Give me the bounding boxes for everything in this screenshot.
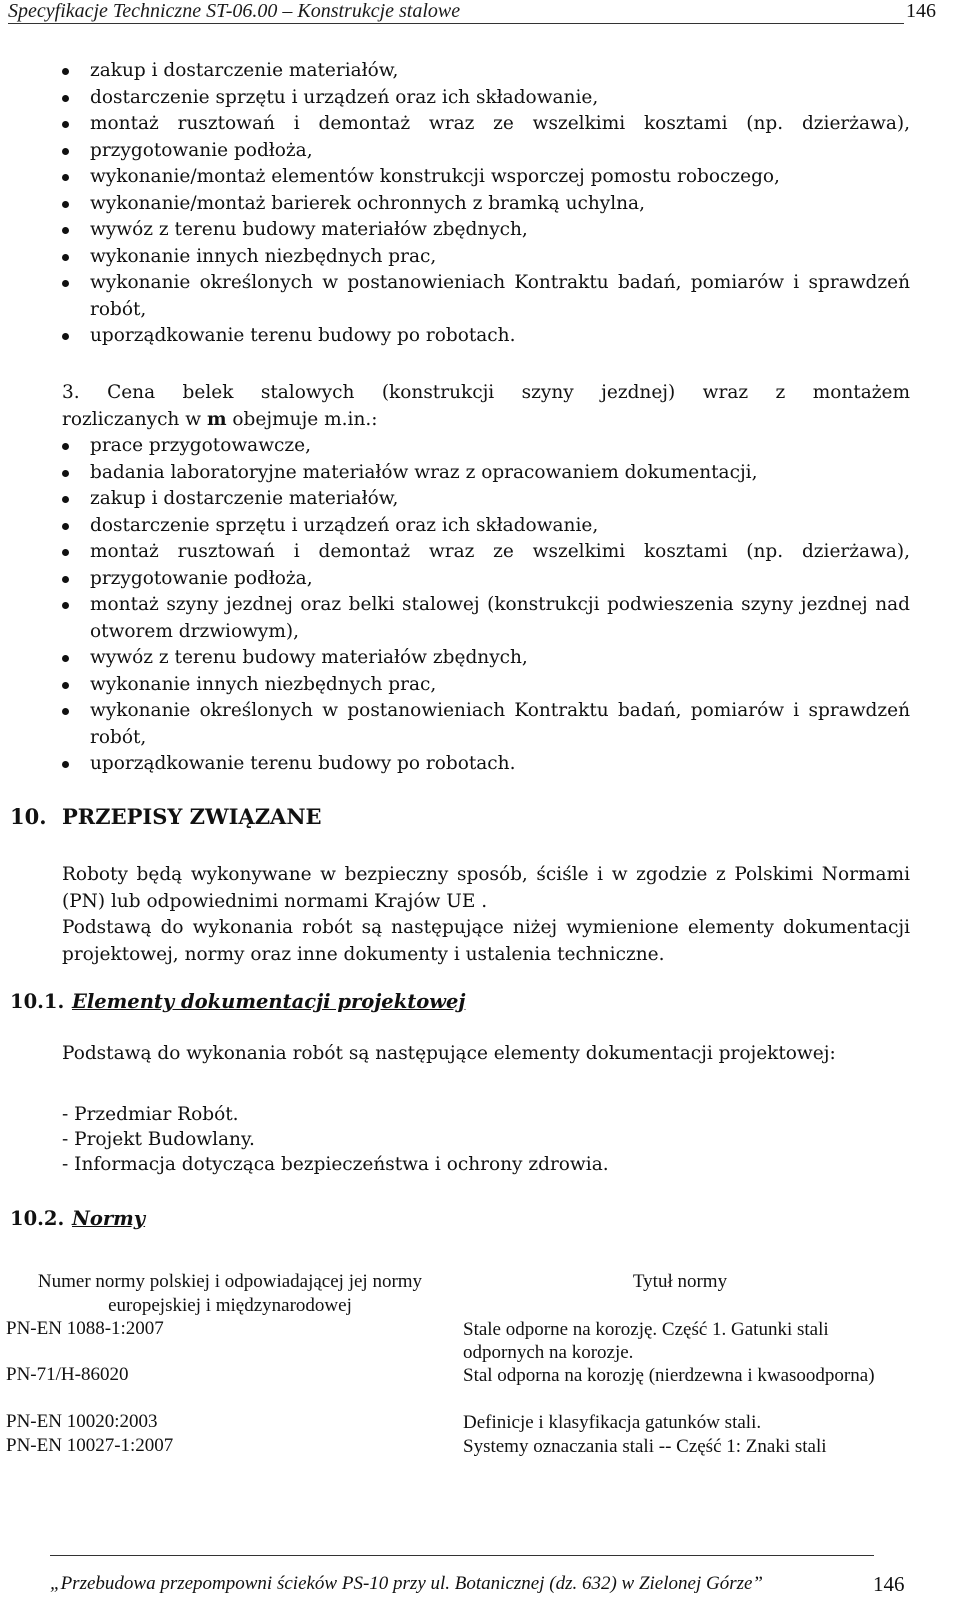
header-page-number: 146 [906,0,936,22]
list-item: montaż rusztowań i demontaż wraz ze wszelkimi kosztami (np. dzierżawa), [60,111,910,138]
section-10-1-heading: 10.1. Elementy dokumentacji projektowej [10,990,466,1013]
list-item: montaż rusztowań i demontaż wraz ze wszelkimi kosztami (np. dzierżawa), [60,539,910,566]
norm-code: PN-71/H-86020 [6,1364,129,1385]
bullet-icon [62,174,69,181]
list-item: - Projekt Budowlany. [62,1129,255,1150]
bullet-icon [62,95,69,102]
norm-title: Stal odporna na korozję (nierdzewna i kwasoodporna) [463,1365,875,1386]
bullet-icon [62,333,69,340]
list-item: wykonanie/montaż barierek ochronnych z bramką uchylna, [60,191,910,218]
list-item: uporządkowanie terenu budowy po robotach. [60,323,910,350]
header-divider [8,23,904,24]
bullet-icon [62,576,69,583]
list-item: wykonanie określonych w postanowieniach Kontraktu badań, pomiarów i sprawdzeń robót, [60,270,910,323]
bullet-icon [62,201,69,208]
bullet-icon [62,682,69,689]
norm-code: PN-EN 10020:2003 [6,1411,158,1432]
bullet-icon [62,761,69,768]
bullet-icon [62,708,69,715]
section-10-2-heading: 10.2. Normy [10,1207,146,1230]
norm-title-column-header: Tytuł normy [632,1271,728,1292]
section-10-paragraph-1: Roboty będą wykonywane w bezpieczny sposób, ściśle i w zgodzie z Polskimi Normami (PN) lub odpowiednimi normami Krajów UE . [62,864,910,912]
bullet-icon [62,655,69,662]
list-item: dostarczenie sprzętu i urządzeń oraz ich składowanie, [60,513,910,540]
list-item: - Przedmiar Robót. [62,1104,239,1125]
norm-code: PN-EN 1088-1:2007 [6,1318,164,1339]
bullet-icon [62,496,69,503]
document-header-title: Specyfikacje Techniczne ST-06.00 – Konstrukcje stalowe [8,0,461,22]
norm-title: Stale odporne na korozję. Część 1. Gatunki stali odpornych na korozje. [463,1319,829,1363]
bullet-icon [62,121,69,128]
list-item: wywóz z terenu budowy materiałów zbędnych, [60,645,910,672]
unit-label: m [206,408,227,430]
list-item: wywóz z terenu budowy materiałów zbędnych, [60,217,910,244]
footer-divider [50,1555,874,1556]
bullet-icon [62,549,69,556]
bullet-icon [62,227,69,234]
bullet-icon [62,148,69,155]
list-item: wykonanie innych niezbędnych prac, [60,244,910,271]
bullet-icon [62,280,69,287]
cost-items-list [60,58,910,350]
footer-page-number: 146 [873,1572,905,1596]
bullet-icon [62,602,69,609]
section-10-1-paragraph: Podstawą do wykonania robót są następujące elementy dokumentacji projektowej: [62,1043,836,1064]
bullet-icon [62,470,69,477]
list-item: wykonanie określonych w postanowieniach Kontraktu badań, pomiarów i sprawdzeń robót, [60,698,910,751]
list-item: zakup i dostarczenie materiałów, [60,58,910,85]
list-item: wykonanie/montaż elementów konstrukcji wsporczej pomostu roboczego, [60,164,910,191]
norm-title: Definicje i klasyfikacja gatunków stali. [463,1412,762,1433]
section-10-paragraph-2: Podstawą do wykonania robót są następujące niżej wymienione elementy dokumentacji projektowej, normy oraz inne dokumenty i ustalenia techniczne. [62,917,910,965]
norm-code: PN-EN 10027-1:2007 [6,1435,174,1456]
footer-project-title: „Przebudowa przepompowni ścieków PS-10 przy ul. Botanicznej (dz. 632) w Zielonej Górze” [50,1573,763,1594]
section-3-paragraph: 3. Cena belek stalowych (konstrukcji szyny jezdnej) wraz z montażem rozliczanych w m obejmuje m.in.: [62,382,910,430]
list-item: montaż szyny jezdnej oraz belki stalowej (konstrukcji podwieszenia szyny jezdnej nad otworem drzwiowym), [60,592,910,645]
list-item: przygotowanie podłoża, [60,566,910,593]
beam-cost-items-list [60,433,910,778]
bullet-icon [62,443,69,450]
norm-title: Systemy oznaczania stali -- Część 1: Znaki stali [463,1436,827,1457]
bullet-icon [62,68,69,75]
list-item: dostarczenie sprzętu i urządzeń oraz ich składowanie, [60,85,910,112]
list-item: uporządkowanie terenu budowy po robotach. [60,751,910,778]
bullet-icon [62,254,69,261]
norm-number-column-header: Numer normy polskiej i odpowiadającej jej normy europejskiej i międzynarodowej [37,1271,423,1316]
list-item: wykonanie innych niezbędnych prac, [60,672,910,699]
list-item: - Informacja dotycząca bezpieczeństwa i ochrony zdrowia. [62,1154,609,1175]
list-item: prace przygotowawcze, [60,433,910,460]
list-item: przygotowanie podłoża, [60,138,910,165]
section-10-heading: 10. PRZEPISY ZWIĄZANE [10,804,322,829]
list-item: zakup i dostarczenie materiałów, [60,486,910,513]
bullet-icon [62,523,69,530]
list-item: badania laboratoryjne materiałów wraz z opracowaniem dokumentacji, [60,460,910,487]
